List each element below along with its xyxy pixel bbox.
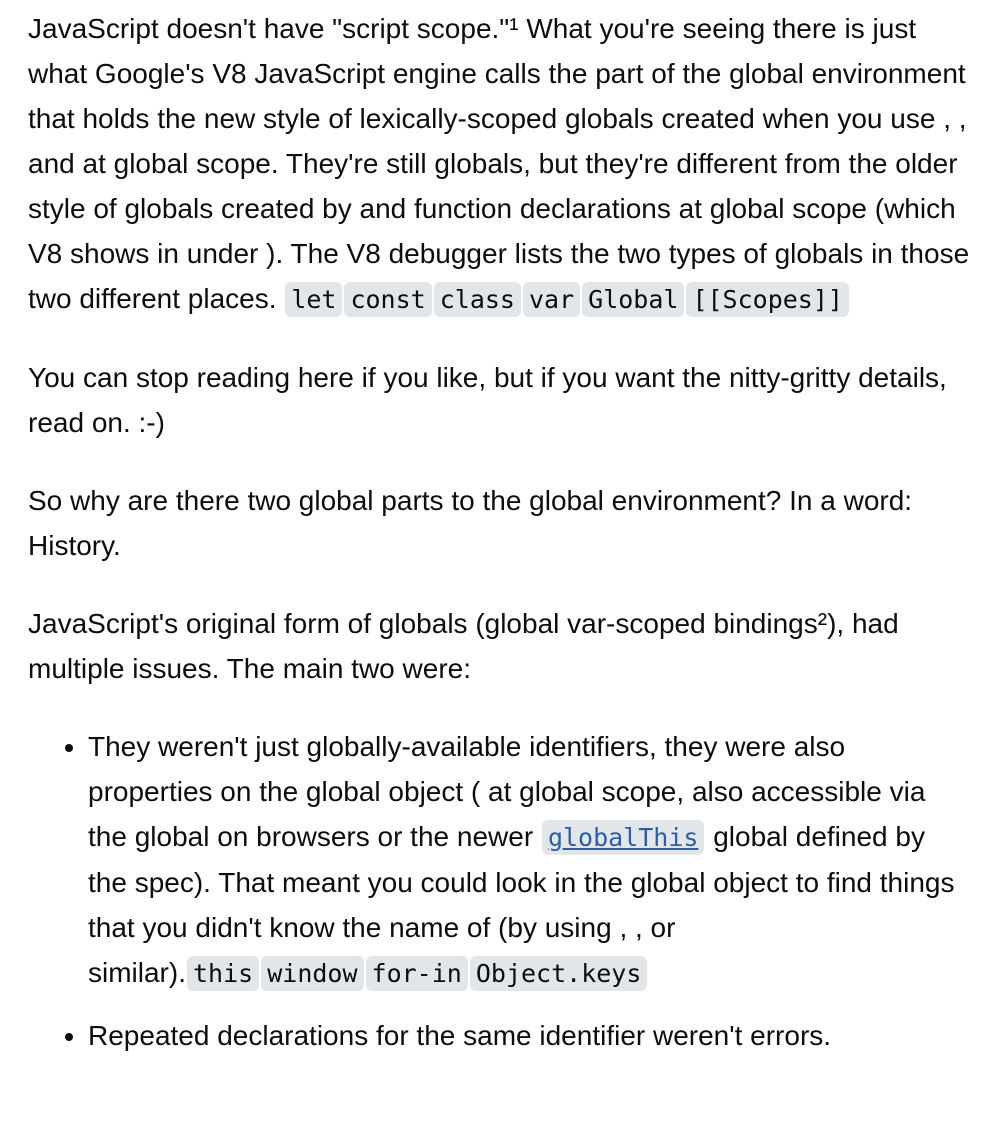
- code-var: var: [523, 282, 580, 317]
- issues-list: [28, 724, 970, 1058]
- paragraph-original-globals: JavaScript's original form of globals (global var-scoped bindings²), had multiple issues. The main two were:: [28, 608, 899, 684]
- paragraph-why-two-parts: So why are there two global parts to the global environment? In a word: History.: [28, 485, 913, 561]
- code-global: Global: [582, 282, 684, 317]
- paragraph-script-scope: [28, 6, 970, 322]
- list-item: [88, 724, 970, 996]
- code-let: let: [285, 282, 342, 317]
- code-scopes: [[Scopes]]: [686, 282, 849, 317]
- code-const: const: [344, 282, 431, 317]
- code-class: class: [434, 282, 521, 317]
- list-item-text-a: They weren't just globally-available identifiers, they were also properties on the global object ( at global scope, also accessible via the global on browsers or the newer: [88, 731, 926, 852]
- code-window: window: [261, 956, 363, 991]
- paragraph-stop-reading: You can stop reading here if you like, but if you want the nitty-gritty details, read on. :-): [28, 362, 947, 438]
- code-object-keys: Object.keys: [470, 956, 648, 991]
- paragraph-text: JavaScript doesn't have "script scope."¹ What you're seeing there is just what Google's V8 JavaScript engine calls the part of the global environment that holds the new style of lexically-scoped globals created when you use , , and at global scope. They're still globals, but they're different from the older style of globals created by and function declarations at global scope (which V8 shows in under ). The V8 debugger lists the two types of globals in those two different places.: [28, 13, 970, 314]
- code-this: this: [187, 956, 259, 991]
- list-item-text-b: global defined by the spec). That meant you could look in the global object to find things that you didn't know the name of (by using , , or similar).: [88, 821, 955, 988]
- globalthis-link[interactable]: globalThis: [547, 823, 699, 852]
- globalthis-code: [542, 820, 705, 855]
- list-item: • Repeated declarations for the same identifier weren't errors.: [88, 1013, 970, 1058]
- code-for-in: for-in: [366, 956, 468, 991]
